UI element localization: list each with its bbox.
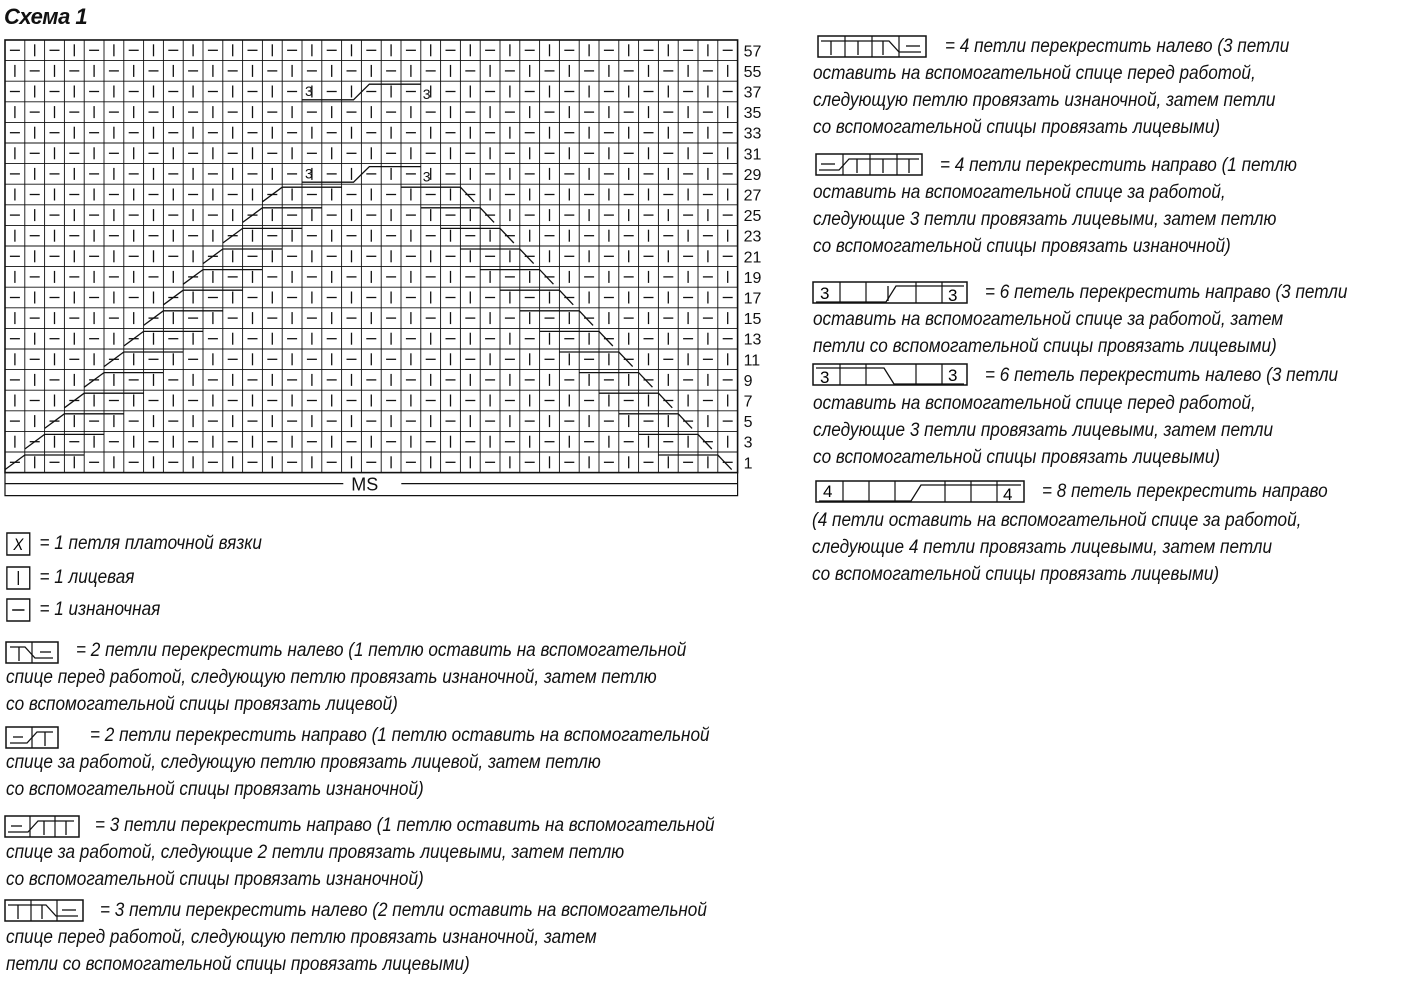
legend-item-purl bbox=[6, 596, 160, 623]
row-label: 15 bbox=[743, 311, 762, 329]
cable-3-right-icon bbox=[4, 815, 80, 839]
svg-text:X: X bbox=[13, 536, 24, 555]
row-label: 35 bbox=[743, 105, 762, 123]
cable-6-right-icon bbox=[812, 281, 968, 305]
legend-cable-4-left: = 4 петли перекрестить налево (3 петли bbox=[945, 35, 1290, 57]
legend-purl-text: = 1 изнаночная bbox=[39, 598, 161, 620]
cable-2-left-icon bbox=[5, 641, 59, 665]
row-label: 17 bbox=[743, 290, 762, 308]
row-label: 33 bbox=[743, 125, 762, 143]
row-label: 7 bbox=[743, 393, 753, 411]
legend-cable-6-left-cont: оставить на вспомогательной спице перед работой, следующие 3 петли провязать лицевыми, затем петли со вспомогательной спицы провязать лицевыми) bbox=[813, 392, 1273, 468]
cable-8-right-icon bbox=[815, 480, 1025, 504]
cable-4-left-icon bbox=[817, 35, 927, 59]
legend-cable-8-right-cont: (4 петли оставить на вспомогательной спице за работой, следующие 4 петли провязать лицевыми, затем петли со вспомогательной спицы провязать лицевыми) bbox=[812, 509, 1302, 585]
svg-text:4: 4 bbox=[1003, 485, 1013, 504]
legend-cable-4-right: = 4 петли перекрестить направо (1 петлю bbox=[940, 154, 1297, 176]
legend-cable-2-right: = 2 петли перекрестить направо (1 петлю оставить на вспомогательной bbox=[90, 724, 710, 746]
legend-cable-3-right-cont: спице за работой, следующие 2 петли провязать лицевыми, затем петлю со вспомогательной спицы провязать изнаночной) bbox=[6, 841, 625, 890]
cable-number: 3 bbox=[305, 165, 313, 182]
row-label: 11 bbox=[743, 352, 761, 370]
cable-number: 3 bbox=[422, 168, 431, 185]
svg-text:3: 3 bbox=[948, 286, 958, 305]
row-label: 25 bbox=[743, 208, 762, 226]
row-label: 21 bbox=[743, 249, 762, 267]
legend-cable-3-left: = 3 петли перекрестить налево (2 петли оставить на вспомогательной bbox=[100, 899, 707, 921]
legend-cable-3-right: = 3 петли перекрестить направо (1 петлю оставить на вспомогательной bbox=[95, 814, 715, 836]
svg-text:3: 3 bbox=[820, 284, 830, 303]
cable-2-right-icon bbox=[5, 726, 59, 750]
row-label: 19 bbox=[743, 269, 762, 287]
cable-number: 3 bbox=[305, 83, 313, 100]
legend-cable-4-left-cont: оставить на вспомогательной спице перед работой, следующую петлю провязать изнаночной, затем петли со вспомогательной спицы провязать лицевыми) bbox=[813, 62, 1276, 138]
row-label: 5 bbox=[743, 414, 753, 432]
purl-symbol-icon bbox=[6, 598, 31, 622]
row-label: 55 bbox=[743, 63, 762, 81]
legend-item-garter bbox=[6, 530, 262, 557]
row-label: 13 bbox=[743, 331, 762, 349]
row-label: 27 bbox=[743, 187, 762, 205]
svg-text:3: 3 bbox=[948, 366, 958, 385]
row-label: 3 bbox=[743, 434, 753, 452]
legend-cable-2-left: = 2 петли перекрестить налево (1 петлю оставить на вспомогательной bbox=[76, 639, 687, 661]
cable-3-left-icon bbox=[4, 899, 84, 923]
legend-cable-2-left-cont: спице перед работой, следующую петлю провязать изнаночной, затем петлю со вспомогательной спицы провязать лицевой) bbox=[6, 666, 657, 715]
cable-4-right-icon bbox=[815, 153, 923, 177]
cable-number: 3 bbox=[422, 86, 431, 103]
row-label: 57 bbox=[743, 43, 762, 61]
legend-cable-6-right-cont: оставить на вспомогательной спице за работой, затем петли со вспомогательной спицы провязать лицевыми) bbox=[813, 308, 1284, 357]
row-label: 23 bbox=[743, 228, 762, 246]
cable-6-left-icon bbox=[812, 363, 968, 387]
row-label: 1 bbox=[743, 455, 753, 473]
svg-text:4: 4 bbox=[823, 482, 833, 501]
ms-marker-label: MS bbox=[351, 474, 379, 495]
legend-cable-6-left: = 6 петель перекрестить налево (3 петли bbox=[985, 364, 1339, 386]
legend-cable-3-left-cont: спице перед работой, следующую петлю провязать изнаночной, затем петли со вспомогательной спицы провязать лицевыми) bbox=[6, 926, 597, 975]
row-label: 9 bbox=[743, 372, 753, 390]
legend-cable-4-right-cont: оставить на вспомогательной спице за работой, следующие 3 петли провязать лицевыми, затем петлю со вспомогательной спицы провязать изнаночной) bbox=[813, 181, 1277, 257]
chart-title: Схема 1 bbox=[4, 4, 88, 29]
svg-text:3: 3 bbox=[820, 368, 830, 387]
knit-symbol-icon bbox=[6, 566, 31, 590]
row-label: 37 bbox=[743, 84, 762, 102]
row-label: 31 bbox=[743, 146, 762, 164]
legend-item-knit bbox=[6, 564, 134, 591]
legend-knit-text: = 1 лицевая bbox=[39, 566, 135, 588]
legend-cable-6-right: = 6 петель перекрестить направо (3 петли bbox=[985, 281, 1348, 303]
garter-symbol-icon bbox=[6, 532, 31, 556]
legend-cable-8-right: = 8 петель перекрестить направо bbox=[1042, 480, 1328, 502]
knitting-chart bbox=[0, 0, 790, 530]
legend-cable-2-right-cont: спице за работой, следующую петлю провязать лицевой, затем петлю со вспомогательной спицы провязать изнаночной) bbox=[6, 751, 601, 800]
row-label: 29 bbox=[743, 166, 762, 184]
legend-garter-text: = 1 петля платочной вязки bbox=[39, 532, 262, 554]
